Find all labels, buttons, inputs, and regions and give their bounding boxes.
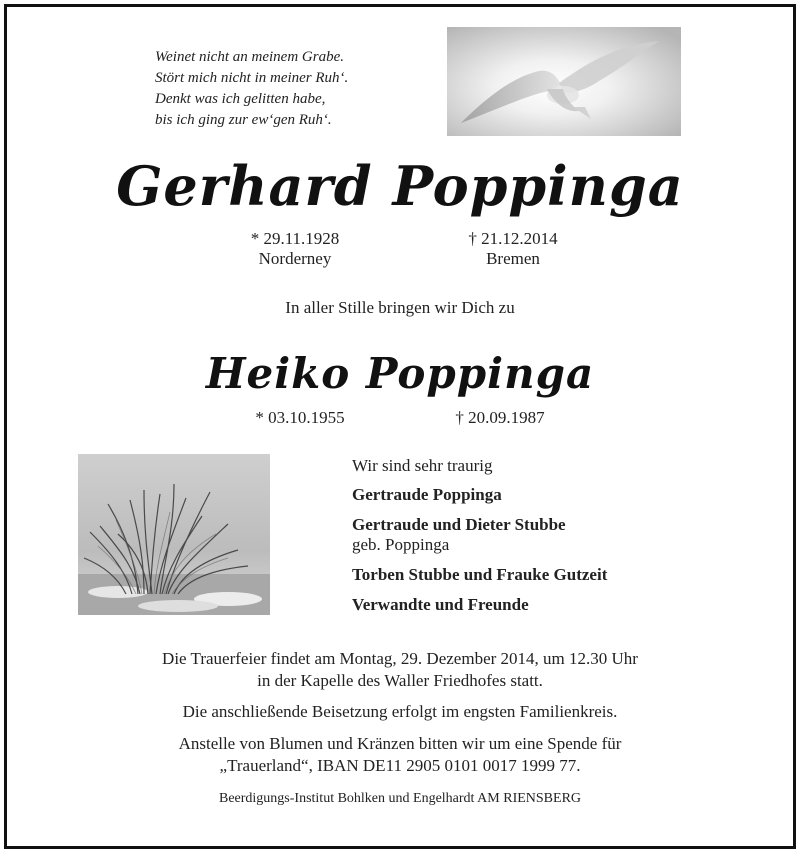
burial-line: Die anschließende Beisetzung erfolgt im engsten Familienkreis.	[182, 702, 618, 721]
mourners-intro: Wir sind sehr traurig	[352, 456, 493, 475]
mourner-name: Verwandte und Freunde	[352, 595, 529, 614]
deceased-name-primary: Gerhard Poppinga	[116, 154, 684, 218]
birth-date: * 29.11.1928	[250, 229, 340, 248]
mourner-name: Torben Stubbe und Frauke Gutzeit	[352, 565, 608, 584]
mourner-maiden-name: geb. Poppinga	[352, 535, 450, 554]
donation-iban-line: „Trauerland“, IBAN DE11 2905 0101 0017 1999 77.	[219, 756, 581, 775]
funeral-home: Beerdigungs-Institut Bohlken und Engelhardt AM RIENSBERG	[218, 791, 582, 806]
deceased-name-secondary: Heiko Poppinga	[205, 349, 595, 398]
poem-line: Denkt was ich gelitten habe,	[155, 91, 326, 107]
donation-line: Anstelle von Blumen und Kränzen bitten wir um eine Spende für	[178, 734, 622, 753]
death-place: Bremen	[486, 249, 540, 268]
grass-icon	[78, 454, 270, 615]
dune-grass-photo	[78, 454, 270, 615]
poem	[155, 47, 348, 131]
death-date: † 21.12.2014	[468, 229, 558, 248]
birth-date-secondary: * 03.10.1955	[255, 408, 345, 427]
ceremony-line: Die Trauerfeier findet am Montag, 29. Dezember 2014, um 12.30 Uhr	[162, 649, 638, 668]
birth-place: Norderney	[258, 249, 332, 268]
seagull-icon	[447, 27, 681, 136]
mourners-list	[352, 456, 607, 615]
seagull-photo	[447, 27, 681, 136]
ceremony-line: in der Kapelle des Waller Friedhofes statt.	[257, 671, 543, 690]
poem-line: bis ich ging zur ew‘gen Ruh‘.	[155, 112, 332, 128]
poem-line: Weinet nicht an meinem Grabe.	[155, 49, 344, 65]
mourner-name: Gertraude und Dieter Stubbe	[352, 515, 566, 534]
death-info-primary	[448, 229, 578, 269]
intro-text: In aller Stille bringen wir Dich zu	[285, 298, 515, 317]
poem-line: Stört mich nicht in meiner Ruh‘.	[155, 70, 349, 86]
birth-info-primary	[230, 229, 360, 269]
mourner-name: Gertraude Poppinga	[352, 485, 502, 504]
death-date-secondary: † 20.09.1987	[455, 408, 545, 427]
